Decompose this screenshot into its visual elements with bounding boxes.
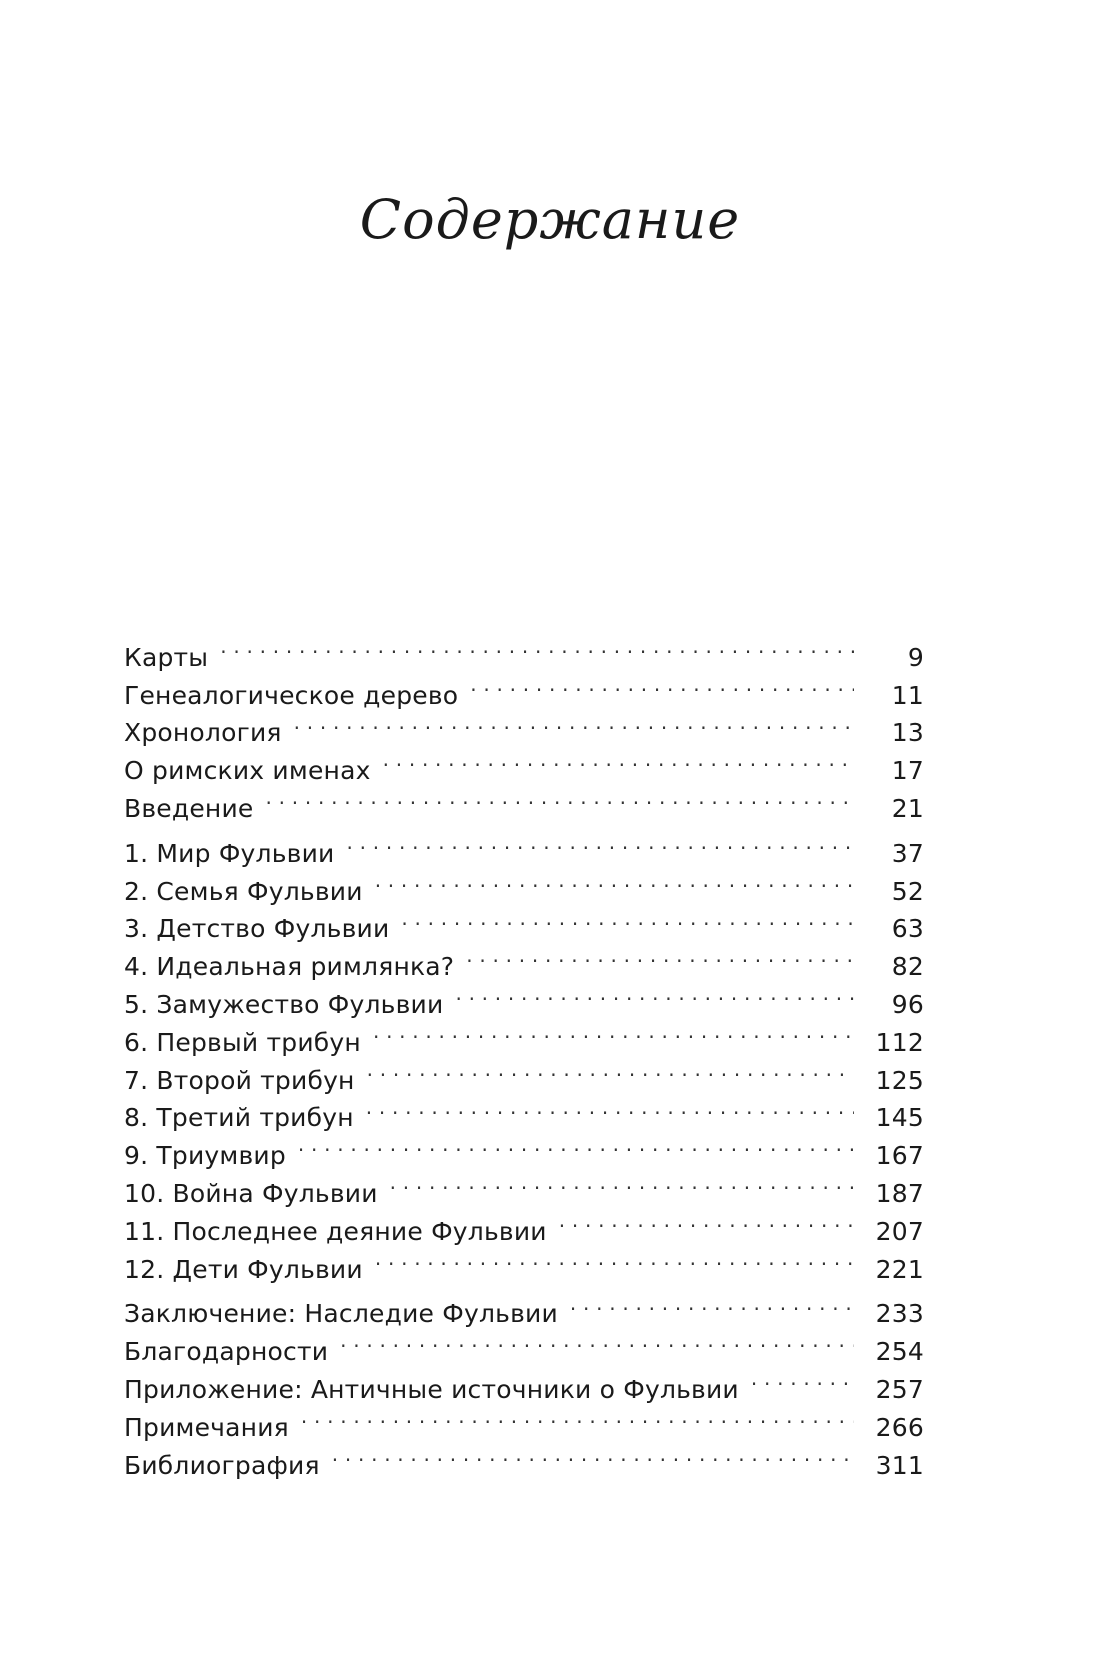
toc-chapters [124,824,924,1284]
toc-entry-page: 11 [891,680,924,710]
toc-entry-page: 37 [891,838,924,868]
toc-entry-label: Карты [124,642,209,672]
toc-entry-page: 13 [891,718,924,748]
dot-leader [375,862,854,900]
toc-entry-label: 1. Мир Фульвии [124,838,335,868]
toc-entry-label: 7. Второй трибун [124,1065,355,1095]
toc-entry-label: 6. Первый трибун [124,1027,361,1057]
toc-entry-label: 8. Третий трибун [124,1103,354,1133]
toc-entry-label: Благодарности [124,1337,329,1367]
toc-front-matter [124,628,924,823]
toc-entry-label: 3. Детство Фульвии [124,914,390,944]
toc-entry-label: Приложение: Античные источники о Фульвии [124,1374,739,1404]
toc-entry-label: Заключение: Наследие Фульвии [124,1299,558,1329]
dot-leader [390,1164,854,1202]
dot-leader [366,1089,854,1127]
toc-entry-label: Введение [124,793,254,823]
toc-entry-page: 207 [875,1216,924,1246]
toc-entry-page: 21 [891,793,924,823]
dot-leader [347,824,855,862]
toc-entry-page: 17 [891,756,924,786]
dot-leader [340,1322,854,1360]
toc-entry-page: 63 [891,914,924,944]
toc-entry[interactable] [124,1285,924,1329]
dot-leader [298,1126,854,1164]
toc-entry-label: 9. Триумвир [124,1141,286,1171]
dot-leader [375,1240,854,1278]
toc-entry-label: 5. Замужество Фульвии [124,989,444,1019]
dot-leader [220,628,854,666]
dot-leader [751,1360,854,1398]
toc-entry-page: 145 [875,1103,924,1133]
page-title: Содержание [359,188,741,251]
toc-entry-page: 167 [875,1141,924,1171]
dot-leader [266,779,854,817]
toc-entry-page: 52 [891,876,924,906]
toc-entry-page: 125 [875,1065,924,1095]
dot-leader [367,1051,854,1089]
dot-leader [570,1285,854,1323]
toc-entry-label: Хронология [124,718,282,748]
dot-leader [373,1013,854,1051]
toc-entry-page: 311 [875,1450,924,1480]
dot-leader [332,1436,854,1474]
toc-entry-page: 221 [875,1254,924,1284]
dot-leader [466,937,854,975]
dot-leader [455,975,854,1013]
toc-entry-label: 4. Идеальная римлянка? [124,952,455,982]
dot-leader [301,1398,854,1436]
toc-back-matter [124,1285,924,1480]
toc-entry-page: 266 [875,1412,924,1442]
dot-leader [383,741,854,779]
dot-leader [470,666,854,704]
toc-entry-label: 12. Дети Фульвии [124,1254,363,1284]
toc-entry-page: 187 [875,1178,924,1208]
dot-leader [294,704,854,742]
toc-entry-page: 112 [875,1027,924,1057]
toc-entry-label: Примечания [124,1412,289,1442]
toc-entry-page: 257 [875,1374,924,1404]
toc-entry-label: 11. Последнее деяние Фульвии [124,1216,547,1246]
toc-entry-label: Библиография [124,1450,320,1480]
toc-entry-label: 10. Война Фульвии [124,1178,378,1208]
toc-entry-label: 2. Семья Фульвии [124,876,363,906]
toc-entry-page: 82 [891,952,924,982]
toc-entry[interactable] [124,628,924,672]
toc-entry[interactable] [124,666,924,710]
toc-entry-label: Генеалогическое дерево [124,680,459,710]
dot-leader [401,900,854,938]
toc-entry[interactable] [124,824,924,868]
dot-leader [559,1202,854,1240]
table-of-contents [124,628,924,1480]
toc-entry-page: 233 [875,1299,924,1329]
toc-entry-page: 9 [907,642,924,672]
toc-entry-page: 254 [875,1337,924,1367]
toc-entry-label: О римских именах [124,756,371,786]
toc-entry-page: 96 [891,989,924,1019]
